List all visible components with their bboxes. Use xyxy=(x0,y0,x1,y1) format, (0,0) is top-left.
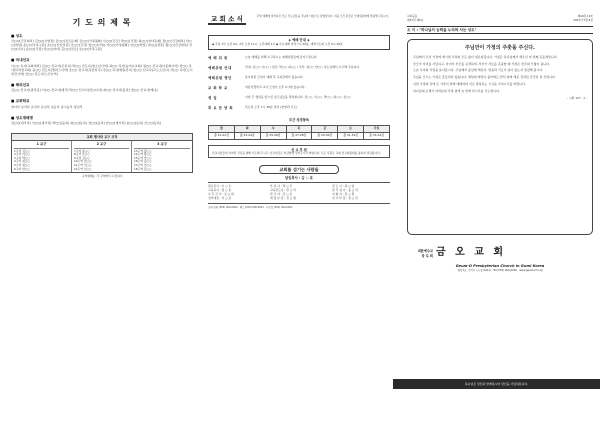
news-item-key: 목 요 찬 양 회 xyxy=(208,106,234,111)
news-item-key: 예 배 위 원 xyxy=(208,55,228,60)
district-row: 10구역 임○○ xyxy=(74,159,92,164)
staff-entry: 지 휘 자 : 임 ○ 원 xyxy=(332,192,355,197)
meditation-paragraph: 부모가 자녀를 사랑하고, 자녀가 부모를 공경하며, 부부가 서로를 존중할 때 가정은 천국의 모형이 됩니다. xyxy=(413,61,550,66)
section-title: ■ 성도재배명 xyxy=(11,115,34,120)
church-english-name: Geum-O Presbyterian Church in Gumi Korea xyxy=(455,263,545,268)
district-row: 3구역 박○○ xyxy=(14,155,30,160)
church-name: 금 오 교 회 xyxy=(436,247,507,259)
district-table-caption: 교회 행사와 교구 조직 xyxy=(12,134,192,141)
news-item-key: 교 회 학 교 xyxy=(208,86,228,91)
volume-label: 제37권 제0호 xyxy=(407,17,424,22)
news-item-key: 생 일 xyxy=(208,96,218,101)
cover-column xyxy=(407,15,593,383)
prayer-heading: 기 도 의 제 목 xyxy=(72,17,132,27)
prayer-section-school xyxy=(11,99,193,108)
news-item xyxy=(208,76,390,80)
district-head: 3 교구 xyxy=(134,142,190,148)
district-row: 15구역 안○○ xyxy=(134,155,152,160)
district-row: 6구역 한○○ xyxy=(14,166,30,171)
section-body: 김○○(건강회복) 김○○(사업장) 김○○(진로문제) 김○○(가정평화) 이○○(건강) 박○○(직장) 최○○(자녀문제) 정○○(건강회복) 한○○(취업) 윤○○(가족구원) 조○○(신앙성장) 강○○(건강) 임○○(사업) 서○○(가정평화) 신○○(학업) 권○○(결혼) 황○○(건강회복) 안○○(이사) 송○○(직장) 전○○(자녀) 홍○○(진로) 유○○(가족구원) xyxy=(11,39,193,52)
staff-entry: 원로목사 : 이 ○ 수 xyxy=(208,184,232,189)
senior-pastor: 담임목사 : 김 ○ 호 xyxy=(285,176,313,181)
section-title: ■ 국내선교 xyxy=(11,58,30,63)
district-row: 18구역 홍○○ xyxy=(134,166,152,171)
prayer-section-overseas xyxy=(11,83,193,92)
district-row: 8구역 조○○ xyxy=(74,152,90,157)
staff-entry: 교육전도사 : 한 ○ 미 xyxy=(270,188,296,193)
district-row: 4구역 최○○ xyxy=(14,159,30,164)
staff-title: 교회를 섬기는 사람들 xyxy=(259,165,339,174)
district-column xyxy=(132,141,192,172)
schedule-day: 수 xyxy=(260,125,286,132)
denomination-line: 장 로 회 xyxy=(421,253,433,258)
district-row: 2구역 이○○ xyxy=(14,152,30,157)
church-identity xyxy=(407,247,593,260)
news-item-key: 예배위원 명단 xyxy=(208,76,232,81)
news-item-value: 목요일 오후 7시 30분 본당 (찬양과 기도) xyxy=(245,105,298,110)
section-body: 영아부 유아부 유치부 유년부 초등부 중고등부 청년부 xyxy=(11,104,83,109)
prayer-section-domestic xyxy=(11,58,193,75)
sermon-title-bar: 오 이 : "하나님의 능력을 누리며 사는 성도" xyxy=(407,26,593,34)
staff-list xyxy=(208,182,390,204)
worship-notice-box xyxy=(208,35,390,50)
meditation-paragraph: 주님께서 우리 가정에 계시면 우리의 모든 삶이 새로워집니다. 가정은 하나님께서 세우신 첫 번째 공동체입니다. xyxy=(413,54,558,59)
news-item xyxy=(208,56,390,60)
district-row: 17구역 전○○ xyxy=(134,162,152,167)
schedule-day: 주일 xyxy=(364,125,390,132)
schedule-day: 금 xyxy=(312,125,338,132)
news-item xyxy=(208,106,390,110)
district-row: 16구역 송○○ xyxy=(134,159,152,164)
section-body: 김○○(새가족) 이○○(새가족) 박○○(등록) 최○○(등록) 정○○(등록) 한○○(새가족) 윤○○(등록) 조○○(등록) xyxy=(11,121,162,126)
schedule-day: 월 xyxy=(209,125,235,132)
staff-entry: 반 주 자 : 강 ○ 은 xyxy=(270,192,293,197)
news-item-value: 오늘 예배를 위해 수고하시는 예배위원들께 감사드립니다. xyxy=(245,54,318,59)
reading-schedule-table xyxy=(208,125,390,140)
district-row: 5구역 정○○ xyxy=(14,162,30,167)
news-item-value: 여름성경학교 교사 모임이 오후 2시에 있습니다. xyxy=(245,85,306,90)
contact-footer: 교회 전화 (054) 000-0000 · 팩스 (054) 000-0001 · 사무실 (054) 000-0002 xyxy=(208,205,293,209)
section-title: ■ 성도 xyxy=(11,34,23,38)
bulletin-sheet xyxy=(3,3,597,383)
schedule-reading: 출 27-28장 xyxy=(286,132,312,139)
news-item-value: 안내: 김○○ 이○○ / 헌금: 박○○ 최○○ / 주차: 정○○ 한○○ 성도님께서 수고해 주십니다. xyxy=(245,64,361,69)
staff-entry: 재 정 부 장 : 신 ○ 철 xyxy=(270,196,296,201)
meditation-paragraph: 하나님의 은혜가 여러분의 가정 위에 늘 함께 하시기를 기도합니다. xyxy=(413,88,500,93)
district-row: 7구역 윤○○ xyxy=(74,148,90,153)
schedule-reading: 출 33-34장 xyxy=(364,132,390,139)
prayer-column xyxy=(11,15,193,383)
district-table xyxy=(11,133,193,173)
district-row: 13구역 권○○ xyxy=(134,148,152,153)
church-address: 경상북도 구미시 ○○동 000-0 · Tel (054) 000-0000 · www.geumoch.org xyxy=(457,269,543,273)
slogan-band: 하나님은 당신과 함께하시며 당신을 사랑하십니다. xyxy=(393,379,600,389)
district-table-footer: 구역예배는 각 구역에서 드립니다 xyxy=(81,174,123,179)
denomination xyxy=(407,247,433,260)
issue-label: 교회공동 xyxy=(407,14,418,18)
district-row: 14구역 황○○ xyxy=(134,152,152,157)
mission-box xyxy=(208,145,390,158)
news-heading: 교 회 소 식 xyxy=(208,15,246,25)
news-column xyxy=(208,15,390,383)
staff-entry: 성가대장 : 서 ○ 준 xyxy=(208,196,232,201)
issue-number: 제40권 19호 xyxy=(577,14,593,18)
mission-title: 선 교 후 원 xyxy=(291,147,307,152)
notice-body: ◆ 주일 1부 오전 9시, 2부 오전 11시, 오후예배 2시 ◆ 수요예배 저녁 7시 30분, 새벽기도회 오전 5시 30분 xyxy=(212,42,343,47)
district-column xyxy=(72,141,132,172)
staff-entry: 사 무 간 사 : 조 ○ 희 xyxy=(208,192,234,197)
mission-body: 선교사님들의 사역과 건강을 위해 기도해 주시고, 선교헌금은 헌금함에 넣어주시기 바랍니다. 모든 후원은 교회 선교위원회를 통하여 전달됩니다. xyxy=(212,150,381,155)
prayer-section-newcomers xyxy=(11,116,193,125)
schedule-reading: 출 25-26장 xyxy=(260,132,286,139)
meditation-title: 주님만이 가정의 주춧돌 주신다. xyxy=(465,45,535,52)
staff-entry: 교육목사 : 정 ○ 훈 xyxy=(208,188,232,193)
news-item-value: 이번 주 생일을 맞으신 성도님들을 축복합니다. 김○○, 이○○, 박○○, 최○○, 정○○ xyxy=(245,95,352,100)
section-title: ■ 교회학교 xyxy=(11,99,30,104)
schedule-day: 화 xyxy=(234,125,260,132)
meditation-signature: - 시편 127 : 1 - xyxy=(567,95,587,100)
prayer-section-members xyxy=(11,34,193,51)
district-head: 1 교구 xyxy=(14,142,69,148)
schedule-reading: 출 31-32장 xyxy=(338,132,364,139)
news-item xyxy=(208,96,390,100)
meditation-paragraph: 이번 가정의 달에 온 가족이 함께 예배하며 서로 축복하는 시간을 가지시기를 바랍니다. xyxy=(413,81,526,86)
staff-entry: 전 도 사 : 최 ○ 영 xyxy=(332,184,355,189)
schedule-day: 토 xyxy=(338,125,364,132)
staff-entry: 부 목 사 : 박 ○ 진 xyxy=(270,184,293,189)
denomination-line: 대한예수교 xyxy=(417,249,433,254)
section-title: ■ 해외선교 xyxy=(11,82,30,87)
news-item xyxy=(208,66,390,70)
issue-date: 2007년 5월 6일 xyxy=(573,17,593,22)
meditation-box xyxy=(407,39,593,235)
schedule-reading: 출 29-30장 xyxy=(312,132,338,139)
district-row: 1구역 김○○ xyxy=(14,148,30,153)
section-body: 김○○ 선교사(필리핀) 이○○ 선교사(태국) 박○○ 선교사(캄보디아) 최○○ 선교사(몽골) 정○○ 선교사(케냐) xyxy=(11,88,158,93)
district-row: 12구역 신○○ xyxy=(74,166,92,171)
news-item-key: 예배위원 안내 xyxy=(208,65,232,70)
staff-entry: 관 리 집 사 : 윤 ○ 석 xyxy=(332,188,358,193)
notice-title: ◈ 예배 안내 ◈ xyxy=(288,38,310,43)
reading-schedule-caption: 주간 성경통독 xyxy=(288,118,310,123)
district-row: 9구역 강○○ xyxy=(74,155,90,160)
meditation-paragraph: 오늘 우리의 가정을 돌아봅시다. 주님께서 중심에 계신지, 말씀과 기도가 살아 있는지 점검해 봅시다. xyxy=(413,68,544,73)
district-row: 11구역 서○○ xyxy=(74,162,92,167)
district-head: 2 교구 xyxy=(74,142,129,148)
news-item xyxy=(208,86,390,90)
schedule-reading: 출 21-22장 xyxy=(209,132,235,139)
issue-info xyxy=(407,15,593,22)
staff-entry: 선 교 부 장 : 권 ○ 민 xyxy=(332,196,358,201)
welcome-note: 주일 예배에 참석하신 모든 성도님들을 주님의 이름으로 환영합니다. 처음 오신 분들은 안내위원에게 말씀해 주십시오. xyxy=(256,15,390,18)
section-body: 이○○ 목사(교회개척) 김○○ 선교사(군선교) 박○○ 전도사(청소년사역) 최○○ 목사(농어촌교회) 정○○ 선교사(다문화사역) 한○○ 목사(미자립교회) 윤○○ 전도사(캠퍼스사역) 조○○ 선교사(북한선교) 강○○ 목사(병원선교) 임○○ 선교사(교도소선교) 서○○ 목사(도시빈민사역) 신○○ 전도사(노인사역) xyxy=(11,63,193,76)
schedule-reading: 출 23-24장 xyxy=(234,132,260,139)
district-column xyxy=(12,141,72,172)
news-item-value: 봉사위원 모임이 예배 후 교육관에서 있습니다. xyxy=(245,75,304,80)
schedule-day: 목 xyxy=(286,125,312,132)
meditation-paragraph: 주님을 모시는 가정은 흔들리지 않습니다. 세상의 바람이 불어와도 반석 위에 세운 집처럼 굳건히 설 것입니다. xyxy=(413,75,556,80)
